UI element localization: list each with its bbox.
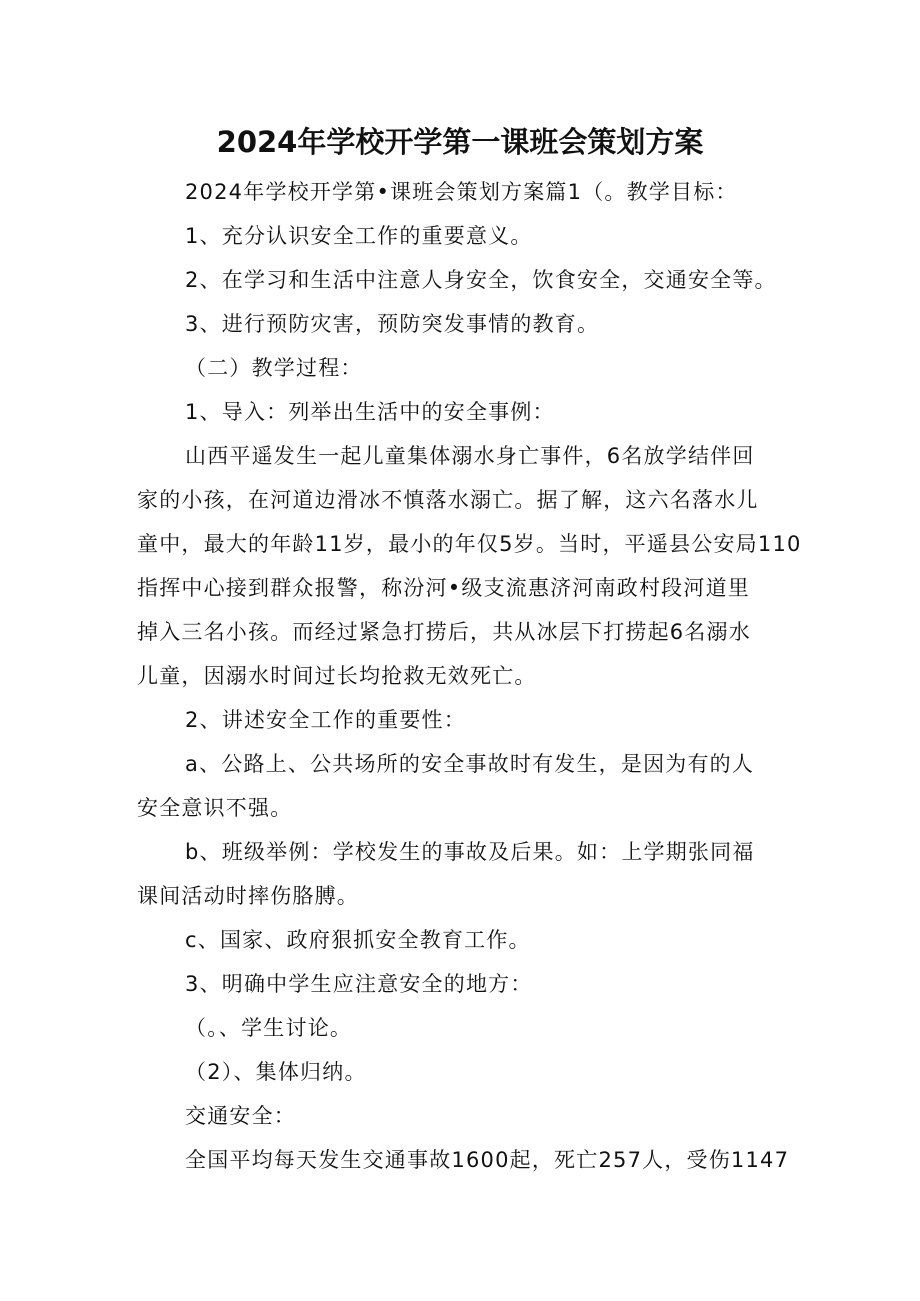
body-line-18: c、国家、政府狠抓安全教育工作。 bbox=[185, 928, 531, 952]
body-line-20: （。、学生讨论。 bbox=[185, 1016, 353, 1040]
body-line-13: 2、讲述安全工作的重要性： bbox=[185, 708, 466, 732]
body-line-17: 课间活动时摔伤胳膊。 bbox=[137, 884, 359, 908]
body-line-2: 1、充分认识安全工作的重要意义。 bbox=[185, 224, 533, 248]
body-line-12: 儿童，因溺水时间过长均抢救无效死亡。 bbox=[137, 664, 537, 688]
body-line-21: （2）、集体归纳。 bbox=[185, 1060, 367, 1084]
body-line-23: 全国平均每天发生交通事故1600起，死亡257人，受伤1147 bbox=[185, 1148, 790, 1172]
body-line-16: b、班级举例：学校发生的事故及后果。如：上学期张同福 bbox=[185, 840, 755, 864]
body-line-14: a、公路上、公共场所的安全事故时有发生，是因为有的人 bbox=[185, 752, 755, 776]
body-line-4: 3、进行预防灾害，预防突发事情的教育。 bbox=[185, 312, 600, 336]
body-line-8: 家的小孩，在河道边滑冰不慎落水溺亡。据了解，这六名落水儿 bbox=[137, 488, 759, 512]
body-line-19: 3、明确中学生应注意安全的地方： bbox=[185, 972, 533, 996]
body-line-15: 安全意识不强。 bbox=[137, 796, 293, 820]
body-line-6: 1、导入：列举出生活中的安全事例： bbox=[185, 400, 555, 424]
body-line-11: 掉入三名小孩。而经过紧急打捞后，共从冰层下打捞起6名溺水 bbox=[137, 620, 751, 644]
body-line-7: 山西平遥发生一起儿童集体溺水身亡事件，6名放学结伴回 bbox=[185, 444, 755, 468]
body-line-1: 2024年学校开学第•课班会策划方案篇1（。教学目标： bbox=[185, 180, 738, 204]
body-line-10: 指挥中心接到群众报警，称汾河•级支流惠济河南政村段河道里 bbox=[137, 576, 750, 600]
body-line-22: 交通安全： bbox=[185, 1104, 296, 1128]
body-line-9: 童中，最大的年龄11岁，最小的年仅5岁。当时，平遥县公安局110 bbox=[137, 532, 802, 556]
body-line-5: （二）教学过程： bbox=[185, 356, 363, 380]
body-line-3: 2、在学习和生活中注意人身安全，饮食安全，交通安全等。 bbox=[185, 268, 777, 292]
document-title: 2024年学校开学第一课班会策划方案 bbox=[216, 125, 704, 159]
